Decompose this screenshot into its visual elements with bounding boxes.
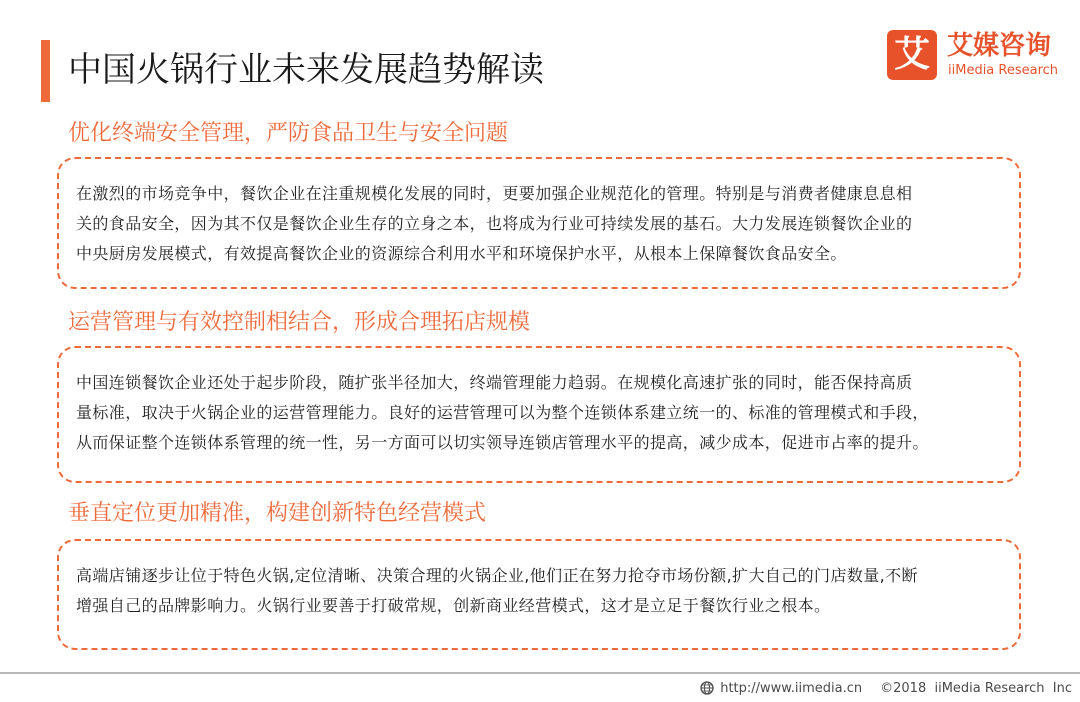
logo-name-en: iiMedia Research [948,63,1059,78]
section-text-1 [76,179,1005,269]
section-box-3 [57,539,1021,650]
section-heading-1: 优化终端安全管理，严防食品卫生与安全问题 [68,121,509,146]
text-line: 中国连锁餐饮企业还处于起步阶段，随扩张半径加大，终端管理能力趋弱。在规模化高速扩张的同时，能否保持高质 [76,373,913,392]
footer [700,676,1072,700]
text-line: 关的食品安全，因为其不仅是餐饮企业生存的立身之本，也将成为行业可持续发展的基石。大力发展连锁餐饮企业的 [76,214,913,233]
title-accent-bar [41,40,50,102]
text-line: 从而保证整个连锁体系管理的统一性，另一方面可以切实领导连锁店管理水平的提高，减少成本，促进市占率的提升。 [76,433,929,452]
text-line: 中央厨房发展模式，有效提高餐饮企业的资源综合利用水平和环境保护水平，从根本上保障餐饮食品安全。 [76,244,847,263]
section-heading-3: 垂直定位更加精准，构建创新特色经营模式 [68,501,487,526]
iimedia-logo [887,30,1067,86]
footer-copyright: ©2018 iiMedia Research Inc [880,680,1072,696]
text-line: 在激烈的市场竞争中，餐饮企业在注重规模化发展的同时，更要加强企业规范化的管理。特别是与消费者健康息息相 [76,184,913,203]
text-line: 高端店铺逐步让位于特色火锅,定位清晰、决策合理的火锅企业,他们正在努力抢夺市场份额,扩大自己的门店数量,不断 [76,566,918,585]
footer-divider [0,672,1080,674]
text-line: 量标准，取决于火锅企业的运营管理能力。良好的运营管理可以为整个连锁体系建立统一的、标准的管理模式和手段， [76,403,929,422]
footer-url[interactable]: http://www.iimedia.cn [720,680,863,696]
section-text-3 [76,561,1005,621]
page-title: 中国火锅行业未来发展趋势解读 [68,50,544,90]
section-box-1 [57,157,1021,289]
logo-name-cn: 艾媒咨询 [947,31,1052,61]
text-line: 增强自己的品牌影响力。火锅行业要善于打破常规，创新商业经营模式，这才是立足于餐饮行业之根本。 [76,596,831,615]
section-box-2 [57,346,1021,483]
globe-icon [700,681,714,695]
logo-mark-icon: 艾 [887,30,937,80]
section-heading-2: 运营管理与有效控制相结合，形成合理拓店规模 [68,310,531,335]
section-text-2 [76,368,1005,458]
